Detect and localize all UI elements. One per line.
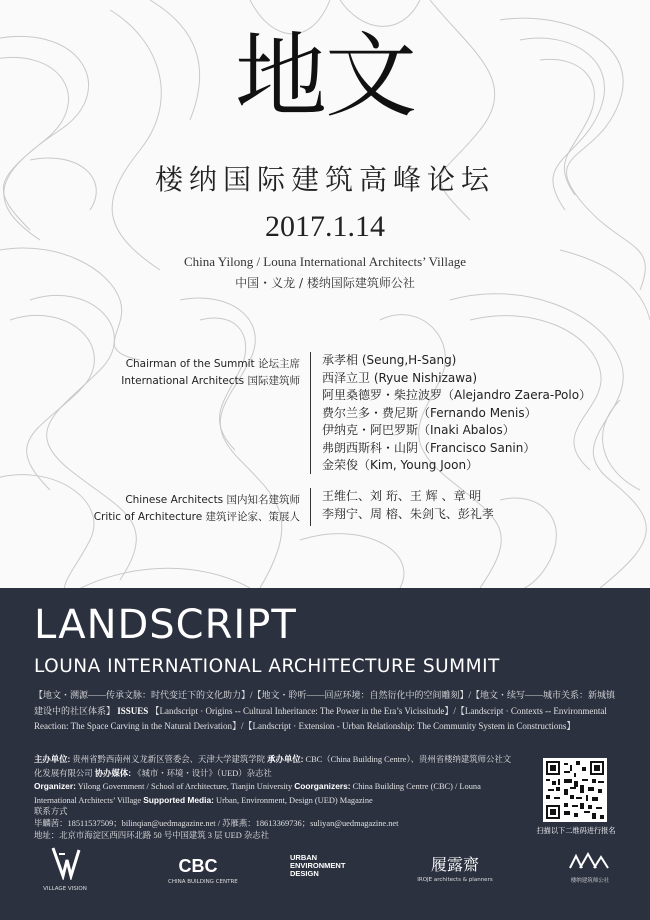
list-item: 金荣俊（Kim, Young Joon） [322, 458, 479, 472]
issues-cn: 【地文・溯源——传承文脉：时代变迁下的文化助力】/【地文・聆听——回应环境：自然衍化中的空间雕刻】/【地文・续写——城市关系：新城镇建设中的社区体系】 [34, 690, 616, 716]
iroje-caption: IROJE architects & planners [417, 877, 493, 883]
list-chinese-architects [322, 488, 642, 523]
list-item: 伊纳克・阿巴罗斯（Inaki Abalos） [322, 423, 515, 437]
organizer-en-value: Yilong Government / School of Architecture, Tianjin University [77, 782, 293, 791]
organizer-label: 承办单位: [267, 754, 304, 764]
qr-caption: 扫描以下二维码进行报名 [536, 826, 616, 835]
role-chairman: Chairman of the Summit 论坛主席 [125, 358, 300, 370]
list-item: 阿里桑德罗・柴拉波罗（Alejandro Zaera-Polo） [322, 388, 592, 402]
venue-chinese: 中国・义龙 / 楼纳国际建筑师公社 [235, 276, 415, 290]
event-date: 2017.1.14 [265, 210, 385, 243]
contact-phones: 毕麟茜：18511537509；bilinqian@uedmagazine.net / 苏雁燕：18613369736；suliyan@uedmagazine.net [34, 819, 399, 828]
brand-title: LANDSCRIPT [34, 602, 297, 648]
organizer-value: CBC（China Building Centre）、贵州省楼纳建筑师公社文化发展有限公司 [34, 755, 512, 778]
logo-louna [560, 852, 620, 884]
logo-cbc [168, 856, 238, 885]
village-vision-logo-icon [45, 846, 85, 880]
role-international-architects: International Architects 国际建筑师 [121, 375, 300, 387]
brand-subtitle: LOUNA INTERNATIONAL ARCHITECTURE SUMMIT [34, 656, 500, 677]
iroje-mark: 履露齋 [430, 855, 479, 874]
credits-text [34, 753, 514, 807]
list-item: 西泽立卫 (Ryue Nishizawa) [322, 370, 478, 385]
louna-caption: 楼纳建筑师公社 [570, 878, 610, 884]
list-item: 王维仁、刘 珩、王 辉 、章 明 [322, 489, 482, 503]
logo-iroje [415, 852, 495, 883]
cbc-mark: CBC [178, 856, 218, 876]
role-chinese-architects: Chinese Architects 国内知名建筑师 [125, 494, 300, 506]
title-subtitle: 楼纳国际建筑高峰论坛 [154, 163, 495, 196]
issues-text [34, 688, 619, 735]
ued-mark: URBAN ENVIRONMENT DESIGN [290, 853, 346, 878]
list-international-architects [322, 352, 642, 475]
qr-code[interactable] [543, 758, 607, 822]
logo-ued [290, 854, 352, 878]
list-item: 承孝相 (Seung,H-Sang) [322, 353, 457, 367]
issues-label: ISSUES [117, 705, 149, 716]
logo-village-vision [30, 846, 100, 892]
divider-chinese [310, 488, 311, 526]
contact-heading: 联系方式 [34, 807, 68, 816]
role-critic: Critic of Architecture 建筑评论家、策展人 [93, 511, 300, 523]
contact-address: 地址：北京市海淀区西四环北路 50 号中国建筑 3 层 UED 杂志社 [34, 831, 269, 840]
host-value: 贵州省黔西南州义龙新区管委会、天津大学建筑学院 [72, 755, 266, 764]
louna-logo-icon [568, 852, 612, 870]
cbc-caption: CHINA BUILDING CENTRE [168, 879, 238, 885]
coorganizers-label: Coorganizers: [294, 781, 351, 791]
list-item: 李翔宁、周 榕、朱剑飞、彭礼孝 [322, 506, 494, 521]
supported-media-label: Supported Media: [143, 794, 214, 805]
list-item: 弗朗西斯科・山阴（Francisco Sanin） [322, 440, 536, 455]
role-group-international [60, 356, 300, 390]
media-value: 《城市・环境・设计》（UED）杂志社 [133, 768, 272, 778]
divider-international [310, 352, 311, 474]
list-item: 费尔兰多・费尼斯（Fernando Menis） [322, 405, 537, 420]
media-label: 协办媒体: [94, 767, 132, 778]
logo-row [0, 846, 650, 906]
supported-media-value: Urban, Environment, Design (UED) Magazine [216, 795, 373, 805]
poster-bottom [0, 588, 650, 920]
contact-info [34, 806, 514, 842]
organizer-en-label: Organizer: [34, 781, 76, 791]
role-group-chinese [60, 492, 300, 526]
venue-english: China Yilong / Louna International Architects’ Village [183, 254, 467, 269]
host-label: 主办单位: [34, 754, 71, 764]
village-vision-caption: VILLAGE VISION [43, 886, 87, 892]
qr-code-icon [546, 761, 604, 819]
issues-en: 【Landscript · Origins -- Cultural Inheritance: The Power in the Era’s Vicissitude】/【Landscript · Contexts -- Environmental Reaction: The Space Carving in the Natural Derivation】/【Landscript · Extension - Urban Relationship: The Community System in Constructions】 [34, 705, 607, 731]
title-main: 地文 [234, 23, 415, 130]
coorganizers-value: China Building Centre (CBC) / Louna International Architects’ Village [34, 782, 481, 805]
